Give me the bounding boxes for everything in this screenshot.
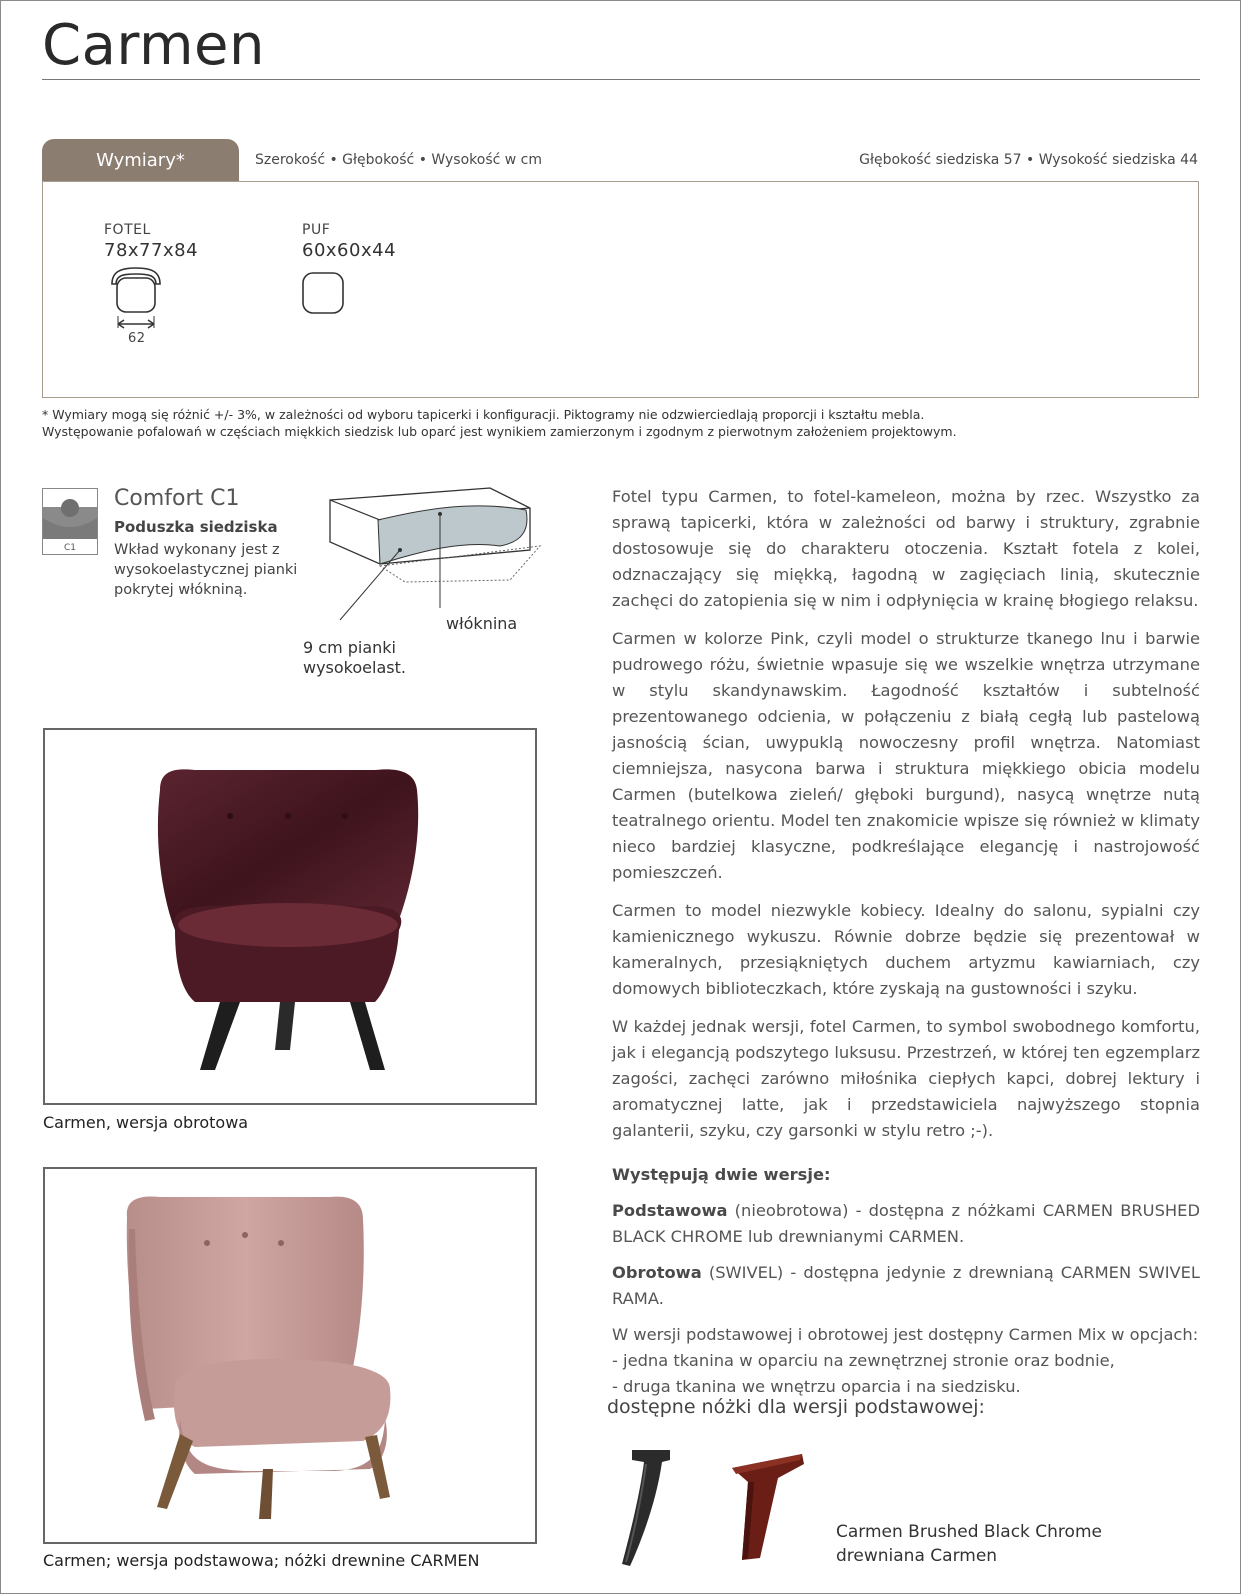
dimensions-box xyxy=(42,181,1199,398)
photo-caption: Carmen, wersja obrotowa xyxy=(43,1113,249,1132)
pink-armchair-image xyxy=(45,1169,535,1542)
photo-swivel-armchair xyxy=(43,728,537,1105)
leg-name: drewniana Carmen xyxy=(836,1546,998,1566)
foam-label-line: 9 cm pianki xyxy=(303,638,396,657)
black-chrome-leg-image xyxy=(610,1444,690,1574)
comfort-subtitle: Poduszka siedziska xyxy=(114,518,278,536)
dimensions-tab: Wymiary* xyxy=(42,139,239,181)
fabric-label: włóknina xyxy=(446,614,518,633)
version-swivel-name: Obrotowa xyxy=(612,1263,702,1282)
version-swivel-details: (SWIVEL) - dostępna jedynie z drewnianą CARMEN SWIVEL RAMA. xyxy=(612,1263,1200,1308)
foam-label xyxy=(303,638,406,678)
comfort-title: Comfort C1 xyxy=(114,486,240,511)
dimensions-footnote xyxy=(42,406,1202,440)
dimensions-header-left: Szerokość • Głębokość • Wysokość w cm xyxy=(255,152,542,168)
comfort-description: Wkład wykonany jest z wysokoelastycznej pianki pokrytej włókniną. xyxy=(114,542,298,598)
description-column xyxy=(612,484,1200,1400)
dimension-item-name: PUF xyxy=(302,222,331,238)
description-paragraph: Carmen to model niezwykle kobiecy. Idealny do salonu, sypialni czy kamienicznego wykuszu. Równie dobrze będzie się prezentował w kameralnych, przesiąkniętych duchem artyzmu kawiarniach, czy domowych biblioteczkach, które zyskają na gustowności i szyku. xyxy=(612,901,1200,998)
burgundy-armchair-image xyxy=(45,730,535,1103)
dimension-item-size: 78x77x84 xyxy=(104,240,199,261)
mix-option-line: W wersji podstawowej i obrotowej jest dostępny Carmen Mix w opcjach: xyxy=(612,1325,1199,1344)
mix-option-line: - druga tkanina we wnętrzu oparcia i na siedzisku. xyxy=(612,1377,1021,1396)
description-paragraph: Fotel typu Carmen, to fotel-kameleon, można by rzec. Wszystko za sprawą tapicerki, która w zależności od barwy i struktury, zgrabnie dostosowuje się do charakteru otoczenia. Kształt fotela z kolei, odznaczający się miękką, łagodną w zagięciach linią, skutecznie zachęci do zatopienia się w nim i odpłynięcia w krainę błogiego relaksu. xyxy=(612,487,1200,610)
dimension-item-name: FOTEL xyxy=(104,222,151,238)
leg-name: Carmen Brushed Black Chrome xyxy=(836,1522,1102,1542)
legs-heading: dostępne nóżki dla wersji podstawowej: xyxy=(607,1396,985,1418)
version-swivel xyxy=(612,1260,1200,1312)
comfort-c1-icon xyxy=(42,488,98,555)
photo-basic-armchair xyxy=(43,1167,537,1544)
photo-caption: Carmen; wersja podstawowa; nóżki drewnine CARMEN xyxy=(43,1551,480,1570)
wooden-leg-image xyxy=(712,1448,812,1568)
title-divider xyxy=(42,79,1200,80)
page-title: Carmen xyxy=(42,13,265,78)
dimension-item-size: 60x60x44 xyxy=(302,240,397,261)
mix-option-line: - jedna tkanina w oparciu na zewnętrznej stronie oraz bodnie, xyxy=(612,1351,1115,1370)
description-paragraph: Carmen w kolorze Pink, czyli model o strukturze tkanego lnu i barwie pudrowego różu, świetnie wpasuje się we wszelkie wnętrza utrzymane w stylu skandynawskim. Łagodność kształtów i subtelność prezentowanego odcienia, w połączeniu z białą cegłą lub pastelową jasnością ścian, uwypuklą nowoczesny profil wnętrza. Natomiast ciemniejsza, nasycona barwa i struktura miękkiego obicia modelu Carmen (butelkowa zieleń/ głęboki burgund), nasycą wnętrze nutą teatralnego orientu. Model ten znakomicie wpisze się również w klimaty nieco bardziej klasyczne, podkreślające elegancję i nastrojowość pomieszczeń. xyxy=(612,629,1200,882)
version-basic xyxy=(612,1198,1200,1250)
comfort-icon-label: C1 xyxy=(63,543,77,553)
versions-heading: Występują dwie wersje: xyxy=(612,1165,831,1184)
version-basic-details: (nieobrotowa) - dostępna z nóżkami CARMEN BRUSHED BLACK CHROME lub drewnianymi CARMEN. xyxy=(612,1201,1200,1246)
foam-label-line: wysokoelast. xyxy=(303,658,406,677)
legs-names xyxy=(836,1520,1102,1568)
version-basic-name: Podstawowa xyxy=(612,1201,728,1220)
seat-width-label: 62 xyxy=(128,331,146,346)
footnote-line: Występowanie pofalowań w częściach miękkich siedzisk lub oparć jest wynikiem zamierzonym i zgodnym z pierwotnym założeniem projektowym. xyxy=(42,424,957,439)
footnote-line: * Wymiary mogą się różnić +/- 3%, w zależności od wyboru tapicerki i konfiguracji. Piktogramy nie odzwierciedlają proporcji i kształtu mebla. xyxy=(42,407,925,422)
pouf-pictogram-icon xyxy=(300,270,346,316)
description-paragraph: W każdej jednak wersji, fotel Carmen, to symbol swobodnego komfortu, jak i elegancją podszytego luksusu. Przestrzeń, w której ten egzemplarz zagości, zachęci zarówno miłośnika ciepłych kapci, dobrej lektury i aromatycznej latte, jak i przedstawiciela najwyższego stopnia galanterii, szyku, czy garsonki w stylu retro ;-). xyxy=(612,1017,1200,1140)
dimensions-header-right: Głębokość siedziska 57 • Wysokość siedziska 44 xyxy=(859,152,1198,168)
